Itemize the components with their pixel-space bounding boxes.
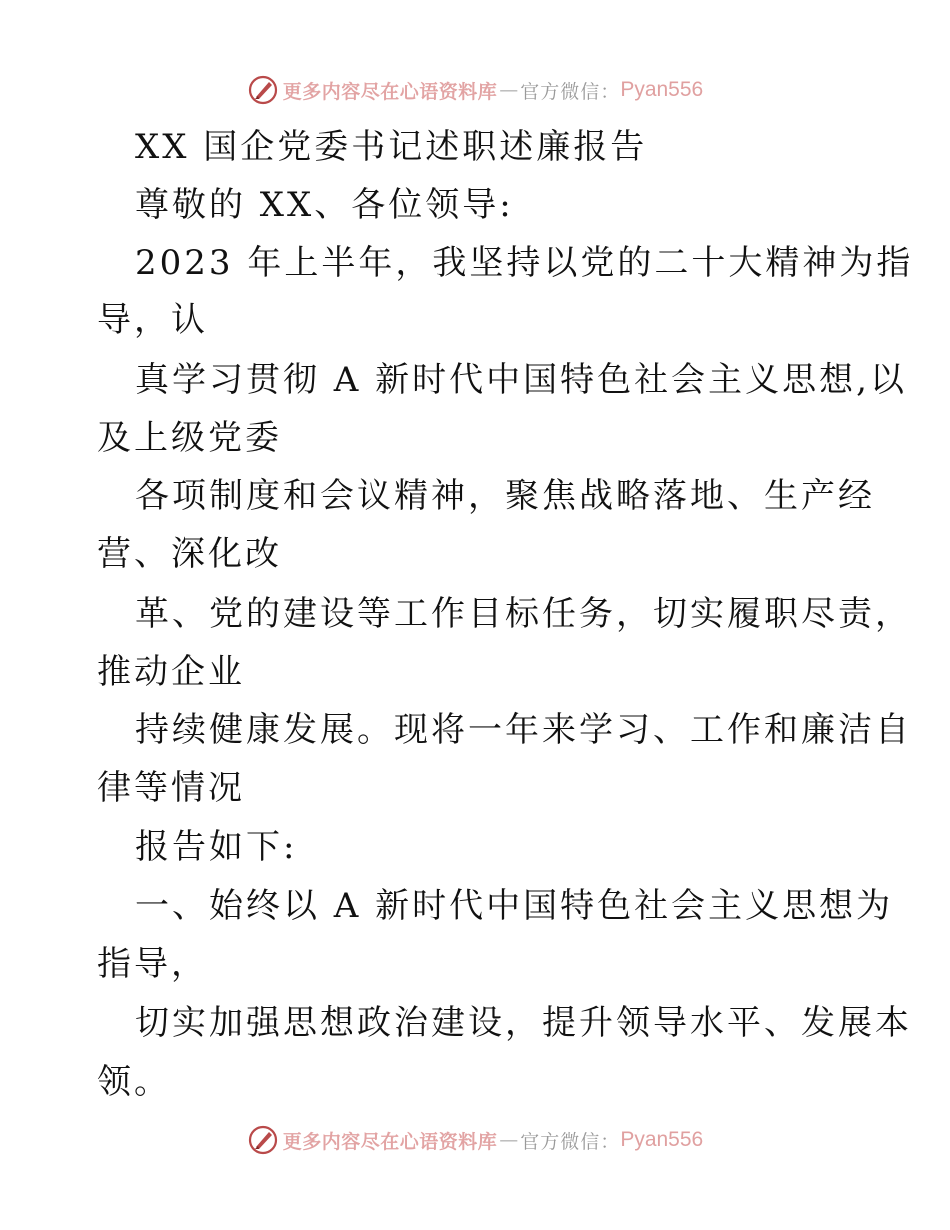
paragraph-line: 真学习贯彻 A 新时代中国特色社会主义思想,以 — [135, 360, 907, 400]
paragraph-line: 领。 — [97, 1062, 171, 1102]
paragraph-line: 2023 年上半年，我坚持以党的二十大精神为指 — [135, 243, 914, 283]
section-heading-line: 指导， — [97, 944, 208, 984]
paragraph-line: 报告如下: — [135, 827, 298, 867]
watermark-label: 官方微信： — [520, 80, 621, 103]
paragraph-line: 革、党的建设等工作目标任务，切实履职尽责， — [135, 594, 912, 634]
paragraph-line: 各项制度和会议精神，聚焦战略落地、生产经 — [135, 476, 875, 516]
quill-pen-logo-icon — [247, 1124, 279, 1156]
section-heading-line: 一、始终以 A 新时代中国特色社会主义思想为 — [135, 886, 894, 926]
watermark-wechat-id: Pyan556 — [620, 78, 704, 101]
watermark-site-text: 更多内容尽在心语资料库 — [282, 1130, 498, 1153]
quill-pen-logo-icon — [247, 74, 279, 106]
paragraph-line: 持续健康发展。现将一年来学习、工作和廉洁自 — [135, 710, 912, 750]
paragraph-line: 营、深化改 — [97, 534, 282, 574]
watermark-site-text: 更多内容尽在心语资料库 — [282, 80, 498, 103]
watermark-wechat-id: Pyan556 — [620, 1128, 704, 1151]
watermark-label: 官方微信： — [520, 1130, 621, 1153]
footer-watermark — [0, 1120, 950, 1160]
paragraph-line: 导，认 — [97, 300, 208, 340]
paragraph-line: 推动企业 — [97, 652, 245, 692]
paragraph-line: 及上级党委 — [97, 418, 282, 458]
paragraph-line: 律等情况 — [97, 768, 245, 808]
document-salutation: 尊敬的 XX、各位领导: — [135, 185, 514, 225]
header-watermark — [0, 70, 950, 110]
document-title: XX 国企党委书记述职述廉报告 — [135, 127, 648, 167]
watermark-separator: — — [499, 79, 519, 101]
watermark-separator: — — [499, 1129, 519, 1151]
paragraph-line: 切实加强思想政治建设，提升领导水平、发展本 — [135, 1003, 912, 1043]
